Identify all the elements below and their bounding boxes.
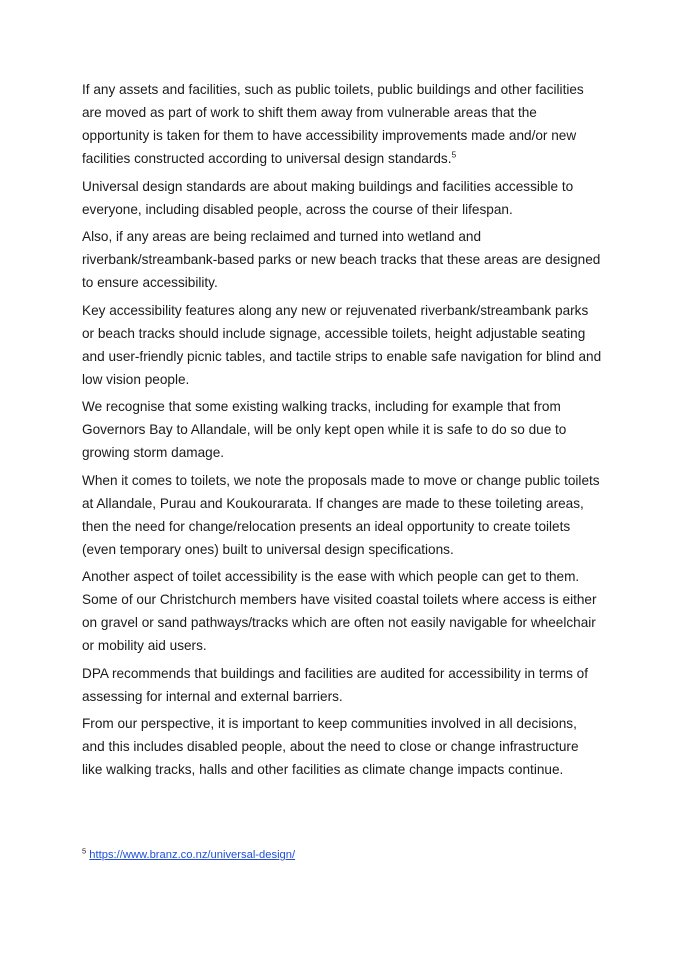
paragraph-1-text: If any assets and facilities, such as public toilets, public buildings and other facilities are moved as part of work to shift them away from vulnerable areas that the opportunity is taken for them to have accessibility improvements made and/or new facilities constructed according to universal design standards. — [82, 82, 584, 166]
paragraph-5: We recognise that some existing walking tracks, including for example that from Governors Bay to Allandale, will be only kept open while it is safe to do so due to growing storm damage. — [82, 399, 567, 460]
paragraph-3: Also, if any areas are being reclaimed and turned into wetland and riverbank/streambank-based parks or new beach tracks that these areas are designed to ensure accessibility. — [82, 229, 601, 290]
body-text — [82, 78, 602, 786]
footnote-link[interactable]: https://www.branz.co.nz/universal-design/ — [89, 849, 296, 861]
paragraph-6: When it comes to toilets, we note the proposals made to move or change public toilets at Allandale, Purau and Koukourarata. If changes are made to these toileting areas, then the need for change/relocation presents an ideal opportunity to create toilets (even temporary ones) built to universal design specifications. — [82, 472, 600, 557]
paragraph-2: Universal design standards are about making buildings and facilities accessible to everyone, including disabled people, across the course of their lifespan. — [82, 178, 574, 217]
footnote-mark: 5 — [82, 846, 87, 856]
paragraph-1 — [82, 78, 602, 170]
paragraph-9: From our perspective, it is important to keep communities involved in all decisions, and this includes disabled people, about the need to close or change infrastructure like walking tracks, halls and other facilities as climate change impacts continue. — [82, 716, 579, 777]
paragraph-4: Key accessibility features along any new or rejuvenated riverbank/streambank parks or beach tracks should include signage, accessible toilets, height adjustable seating and user-friendly picnic tables, and tactile strips to enable safe navigation for blind and low vision people. — [82, 302, 602, 387]
paragraph-7: Another aspect of toilet accessibility is the ease with which people can get to them. Some of our Christchurch members have visited coastal toilets where access is either on gravel or sand pathways/tracks which are often not easily navigable for wheelchair or mobility aid users. — [82, 569, 597, 653]
footnote — [82, 848, 295, 862]
paragraph-8: DPA recommends that buildings and facilities are audited for accessibility in terms of assessing for internal and external barriers. — [82, 665, 588, 704]
footnote-reference[interactable]: 5 — [451, 149, 457, 160]
